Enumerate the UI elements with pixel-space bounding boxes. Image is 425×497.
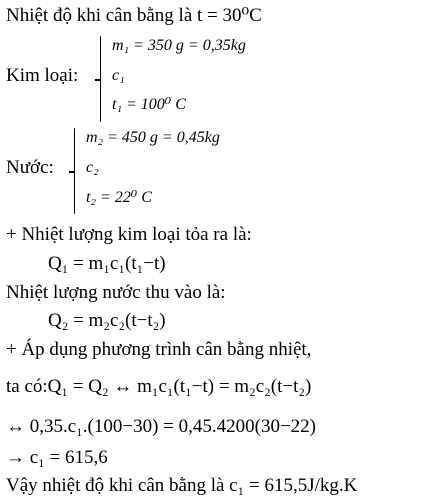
heat-absorbed-title: Nhiệt lượng nước thu vào là:	[6, 282, 226, 303]
water-label: Nước:	[6, 157, 54, 178]
conclusion-line: Vậy nhiệt độ khi cân bằng là c₁ = 615,5J/kg.K	[6, 475, 358, 496]
water-specific-heat: c₂	[86, 159, 99, 176]
balance-equation: ta có:Q₁ = Q₂ ↔ m₁c₁(t₁−t) = m₂c₂(t−t₂)	[6, 376, 312, 397]
water-mass: m₂ = 450 g = 0,45kg	[86, 129, 220, 146]
water-temperature: t₂ = 22⁰ C	[86, 189, 152, 206]
metal-brace	[100, 36, 101, 122]
apply-balance-equation: + Áp dụng phương trình cân bằng nhiệt,	[6, 339, 312, 360]
substitution-equation: ↔ 0,35.c₁.(100−30) = 0,45.4200(30−22)	[6, 416, 317, 437]
metal-label: Kim loại:	[6, 65, 79, 86]
water-brace	[74, 128, 75, 214]
metal-specific-heat: c₁	[112, 67, 125, 84]
heat-released-title: + Nhiệt lượng kim loại tỏa ra là:	[6, 224, 252, 245]
q2-formula: Q₂ = m₂c₂(t−t₂)	[48, 310, 166, 331]
metal-mass: m₁ = 350 g = 0,35kg	[112, 37, 246, 54]
result-line: → c₁ = 615,6	[6, 447, 108, 468]
q1-formula: Q₁ = m₁c₁(t₁−t)	[48, 253, 166, 274]
equilibrium-temperature-line: Nhiệt độ khi cân bằng là t = 30⁰C	[6, 5, 262, 26]
metal-temperature: t₁ = 100⁰ C	[112, 96, 186, 113]
